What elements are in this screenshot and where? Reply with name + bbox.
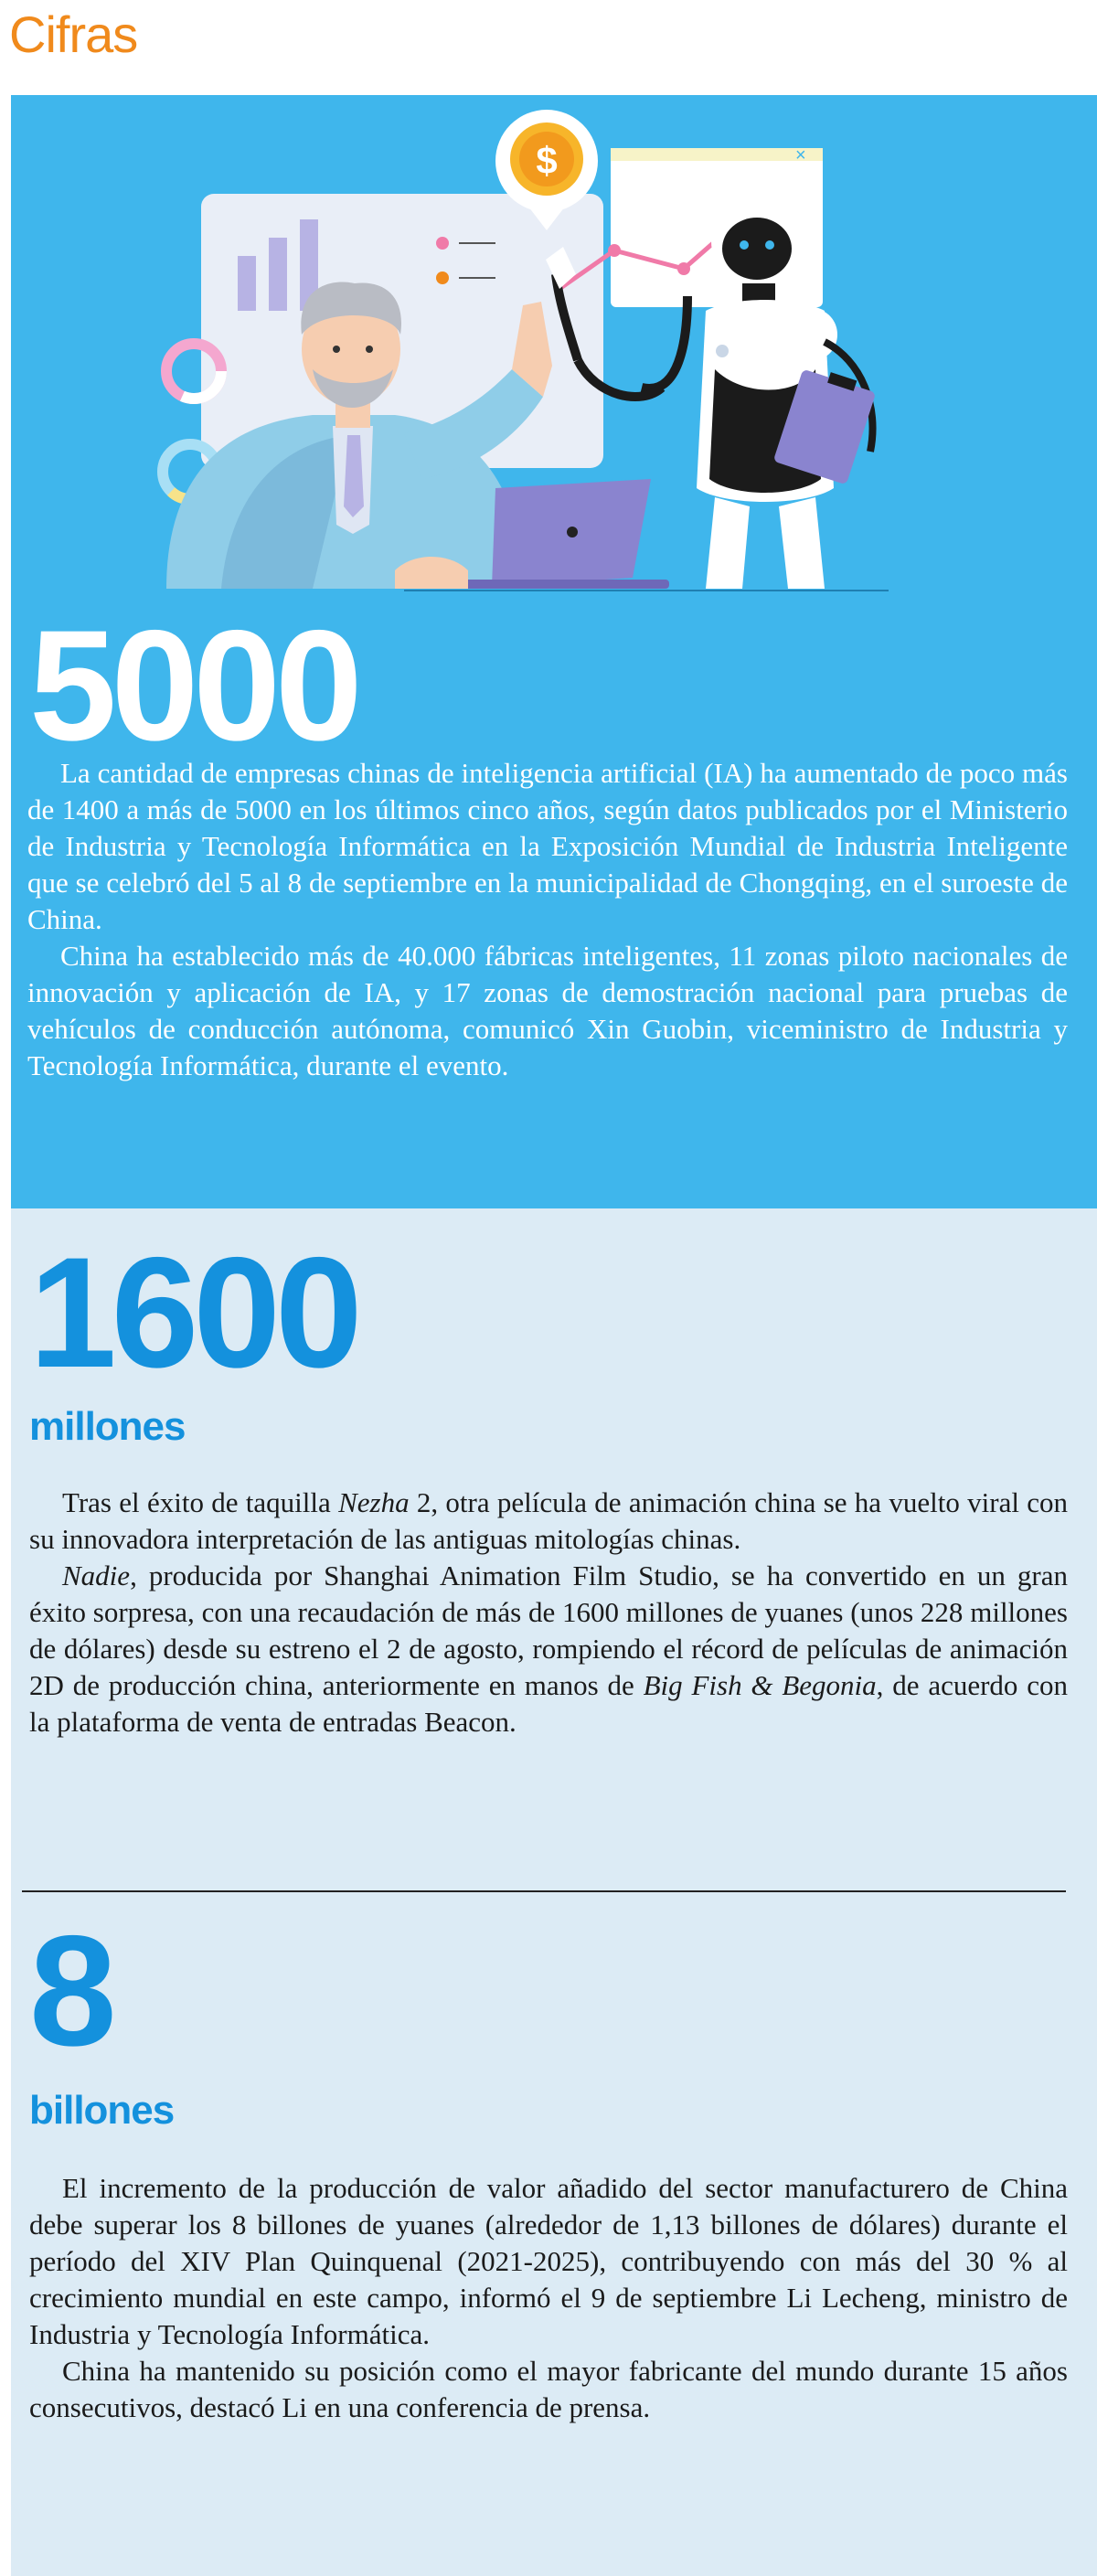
close-icon: × <box>795 145 806 165</box>
section-title: Cifras <box>9 5 138 63</box>
text-run: , de acuerdo con la plataforma de venta de entradas Beacon. <box>29 1669 1068 1738</box>
paragraph: La cantidad de empresas chinas de inteligencia artificial (IA) ha aumentado de poco más de 1400 a más de 5000 en los últimos cinco años, según datos publicados por el Ministerio de Industria y Tecnología Informática en la Exposición Mundial de Industria Inteligente que se celebró del 5 al 8 de septiembre en la municipalidad de Chongqing, en el suroeste de China. <box>27 757 1068 935</box>
dollar-sign-icon: $ <box>536 139 558 182</box>
paragraph: China ha mantenido su posición como el mayor fabricante del mundo durante 15 años consecutivos, destacó Li en una conferencia de prensa. <box>29 2355 1068 2423</box>
film-title-nezha: Nezha <box>338 1486 410 1518</box>
article-text-companies <box>27 755 1068 1084</box>
film-title-big-fish: Big Fish & Begonia <box>643 1669 877 1701</box>
text-run: 2, otra película de animación china se ha vuelto viral con su innovadora interpretación de las antiguas mitologías chinas. <box>29 1486 1068 1555</box>
stat-block-companies <box>11 95 1097 1208</box>
legend-dot-icon <box>436 237 449 250</box>
stat-number-5000: 5000 <box>29 598 357 773</box>
paragraph <box>29 1558 1068 1740</box>
paragraph: China ha establecido más de 40.000 fábricas inteligentes, 11 zonas piloto nacionales de innovación y aplicación de IA, y 17 zonas de demostración nacional para pruebas de vehículos de conducción autónoma, comunicó Xin Guobin, viceministro de Industria y Tecnología Informática, durante el evento. <box>27 940 1068 1081</box>
stat-block-group <box>11 1208 1097 2576</box>
text-run: , producida por Shanghai Animation Film Studio, se ha convertido en un gran éxito sorpresa, con una recaudación de más de 1600 millones de yuanes (unos 228 millones de dólares) desde su estreno el 2 de agosto, rompiendo el récord de películas de animación 2D de producción china, anteriormente en manos de <box>29 1559 1068 1701</box>
stat-unit-billones: billones <box>29 2088 175 2133</box>
stat-unit-millones: millones <box>29 1404 186 1449</box>
text-run: Tras el éxito de taquilla <box>62 1486 339 1518</box>
stat-number-1600: 1600 <box>29 1225 357 1400</box>
paragraph: El incremento de la producción de valor añadido del sector manufacturero de China debe superar los 8 billones de yuanes (alrededor de 1,13 billones de dólares) durante el período del XIV Plan Quinquenal (2021-2025), contribuyendo con más del 30 % al crecimiento mundial en este campo, informó el 9 de septiembre Li Lecheng, ministro de Industria y Tecnología Informática. <box>29 2172 1068 2350</box>
article-text-manufacturing <box>29 2170 1068 2426</box>
legend-dot-icon <box>436 271 449 284</box>
bar-icon <box>269 238 287 311</box>
ai-businessman-robot-illustration <box>11 95 1097 607</box>
divider <box>22 1890 1066 1892</box>
paragraph <box>29 1485 1068 1558</box>
bar-icon <box>238 256 256 311</box>
stat-number-8: 8 <box>29 1903 112 2079</box>
article-text-animation <box>29 1485 1068 1740</box>
film-title-nadie: Nadie <box>62 1559 131 1591</box>
